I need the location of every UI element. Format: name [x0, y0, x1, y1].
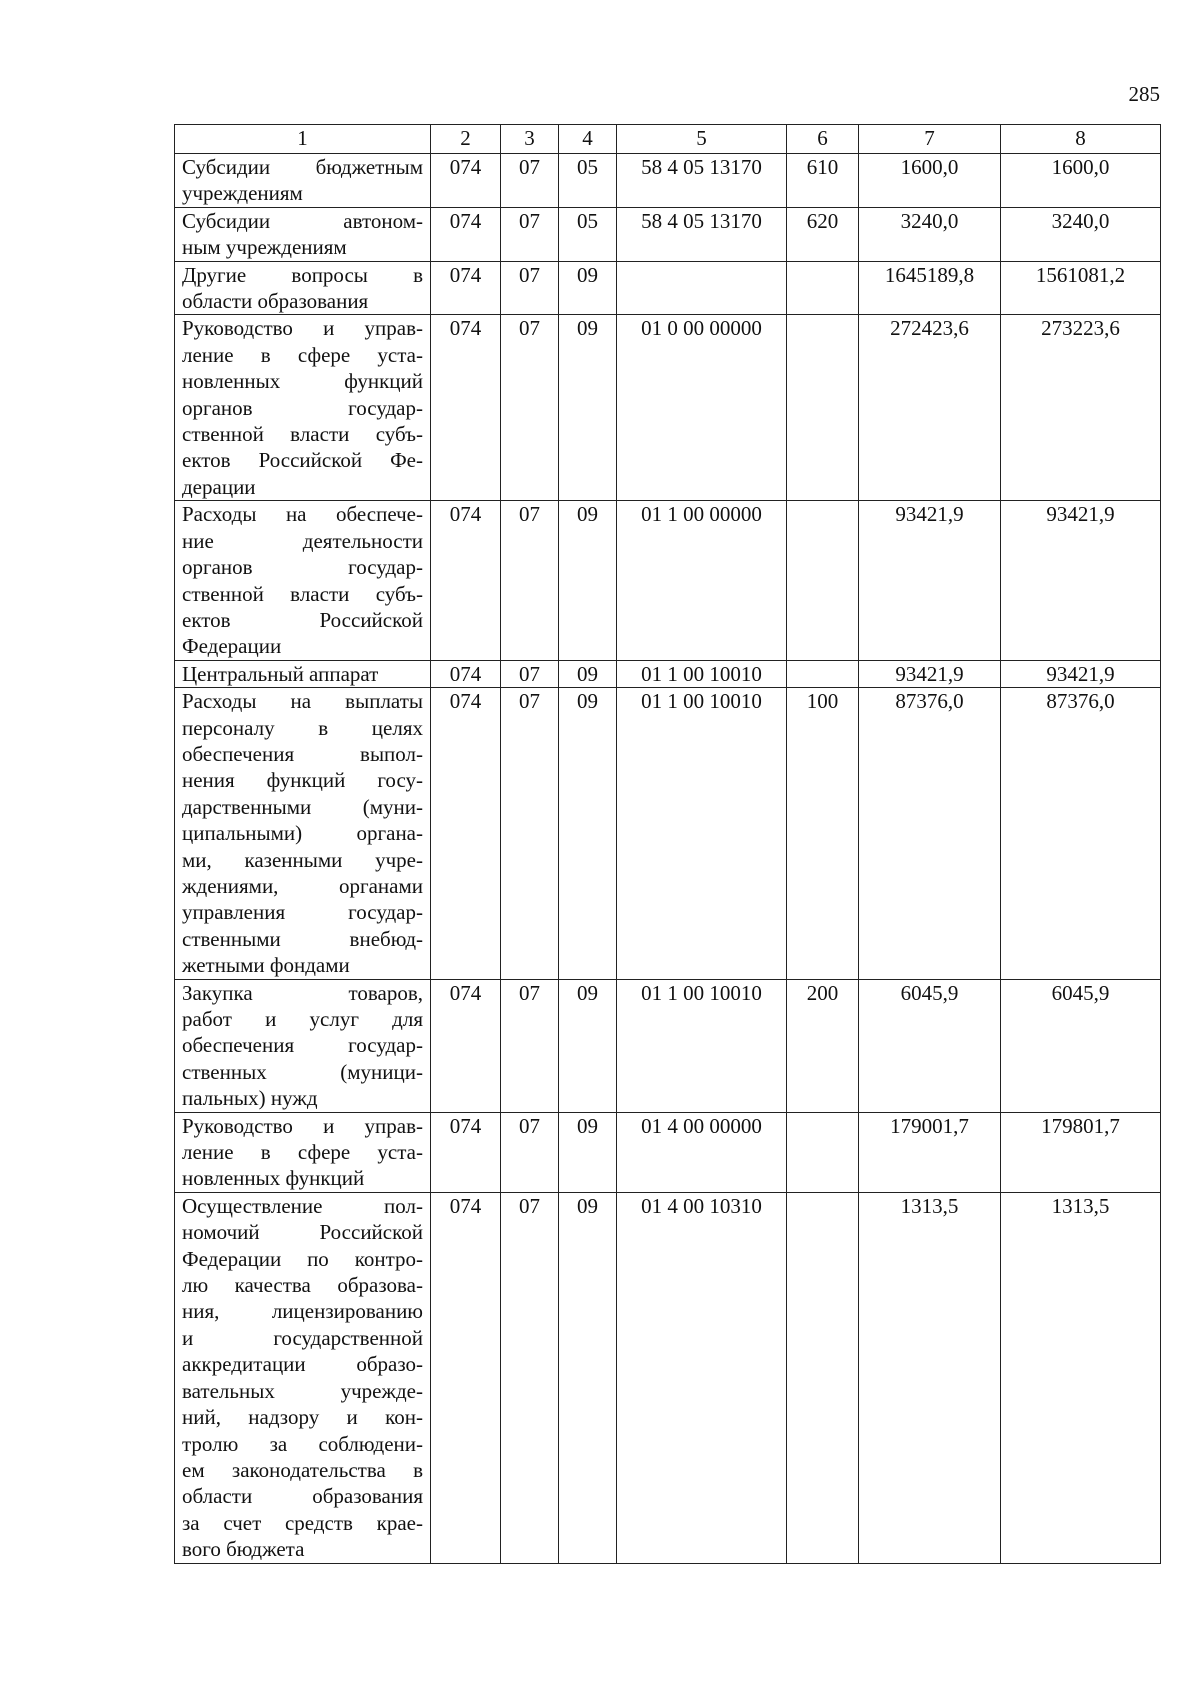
header-row	[175, 125, 1161, 154]
table-row	[175, 501, 1161, 660]
section-cell: 07	[501, 660, 559, 687]
subsection-cell: 09	[559, 315, 617, 501]
row-name-line: лю качества образова-	[182, 1273, 423, 1298]
row-name-line: области образования	[182, 289, 369, 314]
amount-year2-cell: 273223,6	[1001, 315, 1161, 501]
section-cell: 07	[501, 261, 559, 315]
row-name-line: обеспечения выпол-	[182, 741, 423, 766]
row-name-line: новленных функций	[182, 369, 423, 394]
amount-year1-cell: 93421,9	[859, 501, 1001, 660]
row-name-line: за счет средств крае-	[182, 1510, 423, 1535]
admin-code-cell: 074	[431, 154, 501, 208]
row-name-line: номочий Российской	[182, 1220, 423, 1245]
row-name-line: и государственной	[182, 1325, 423, 1350]
table-row	[175, 261, 1161, 315]
section-cell: 07	[501, 688, 559, 979]
subsection-cell: 05	[559, 154, 617, 208]
row-name-line: области образования	[182, 1484, 423, 1509]
row-name-line: органов государ-	[182, 395, 423, 420]
header-cell: 2	[431, 125, 501, 154]
subsection-cell: 05	[559, 207, 617, 261]
expense-type-cell	[787, 315, 859, 501]
target-article-cell: 01 4 00 00000	[617, 1112, 787, 1192]
row-name-line: Федерации	[182, 634, 282, 659]
table-row	[175, 1112, 1161, 1192]
header-cell: 3	[501, 125, 559, 154]
target-article-cell: 58 4 05 13170	[617, 207, 787, 261]
row-name-line: пальных) нужд	[182, 1086, 318, 1111]
row-name-line: Расходы на обеспече-	[182, 502, 423, 527]
amount-year2-cell: 1561081,2	[1001, 261, 1161, 315]
row-name-line: вого бюджета	[182, 1537, 305, 1562]
row-name-line: новленных функций	[182, 1166, 365, 1191]
section-cell: 07	[501, 501, 559, 660]
section-cell: 07	[501, 979, 559, 1112]
amount-year2-cell: 93421,9	[1001, 660, 1161, 687]
expense-type-cell: 610	[787, 154, 859, 208]
section-cell: 07	[501, 207, 559, 261]
header-cell: 4	[559, 125, 617, 154]
row-name-cell	[175, 501, 431, 660]
header-cell: 6	[787, 125, 859, 154]
row-name-line: нения функций госу-	[182, 768, 423, 793]
expense-type-cell	[787, 1112, 859, 1192]
row-name-line: учреждениям	[182, 181, 303, 206]
expense-type-cell	[787, 501, 859, 660]
row-name-line: Федерации по контро-	[182, 1246, 423, 1271]
row-name-cell	[175, 315, 431, 501]
table-row	[175, 979, 1161, 1112]
admin-code-cell: 074	[431, 207, 501, 261]
target-article-cell: 01 4 00 10310	[617, 1192, 787, 1563]
row-name-line: жетными фондами	[182, 953, 350, 978]
row-name-cell	[175, 979, 431, 1112]
row-name-line: Субсидии автоном-	[182, 208, 423, 233]
row-name-cell	[175, 1112, 431, 1192]
page-number: 285	[1128, 82, 1160, 106]
amount-year2-cell: 87376,0	[1001, 688, 1161, 979]
row-name-line: управления государ-	[182, 900, 423, 925]
target-article-cell: 01 0 00 00000	[617, 315, 787, 501]
amount-year1-cell: 1313,5	[859, 1192, 1001, 1563]
row-name-line: ми, казенными учре-	[182, 847, 423, 872]
header-cell: 8	[1001, 125, 1161, 154]
row-name-line: дарственными (муни-	[182, 794, 423, 819]
expense-type-cell: 620	[787, 207, 859, 261]
expense-type-cell	[787, 660, 859, 687]
header-cell: 5	[617, 125, 787, 154]
target-article-cell: 01 1 00 10010	[617, 660, 787, 687]
admin-code-cell: 074	[431, 688, 501, 979]
subsection-cell: 09	[559, 1112, 617, 1192]
expense-type-cell: 100	[787, 688, 859, 979]
row-name-line: ний, надзору и кон-	[182, 1405, 423, 1430]
amount-year2-cell: 3240,0	[1001, 207, 1161, 261]
row-name-line: Закупка товаров,	[182, 980, 423, 1005]
amount-year2-cell: 6045,9	[1001, 979, 1161, 1112]
amount-year1-cell: 3240,0	[859, 207, 1001, 261]
row-name-line: Центральный аппарат	[182, 661, 379, 686]
amount-year1-cell: 1645189,8	[859, 261, 1001, 315]
subsection-cell: 09	[559, 660, 617, 687]
row-name-line: Руководство и управ-	[182, 1113, 423, 1138]
row-name-line: органов государ-	[182, 555, 423, 580]
target-article-cell: 01 1 00 00000	[617, 501, 787, 660]
row-name-line: обеспечения государ-	[182, 1033, 423, 1058]
row-name-line: ление в сфере уста-	[182, 1140, 423, 1165]
amount-year1-cell: 87376,0	[859, 688, 1001, 979]
budget-table	[174, 124, 1161, 1564]
row-name-line: ственных (муници-	[182, 1059, 423, 1084]
row-name-cell	[175, 688, 431, 979]
row-name-line: персоналу в целях	[182, 715, 423, 740]
row-name-line: ектов Российской	[182, 607, 423, 632]
amount-year1-cell: 272423,6	[859, 315, 1001, 501]
section-cell: 07	[501, 1192, 559, 1563]
row-name-cell	[175, 1192, 431, 1563]
row-name-line: ем законодательства в	[182, 1457, 423, 1482]
amount-year1-cell: 93421,9	[859, 660, 1001, 687]
amount-year2-cell: 1600,0	[1001, 154, 1161, 208]
row-name-cell	[175, 660, 431, 687]
expense-type-cell	[787, 1192, 859, 1563]
subsection-cell: 09	[559, 261, 617, 315]
table-body	[175, 154, 1161, 1564]
subsection-cell: 09	[559, 979, 617, 1112]
table-row	[175, 660, 1161, 687]
subsection-cell: 09	[559, 688, 617, 979]
admin-code-cell: 074	[431, 261, 501, 315]
admin-code-cell: 074	[431, 660, 501, 687]
section-cell: 07	[501, 315, 559, 501]
expense-type-cell: 200	[787, 979, 859, 1112]
row-name-cell	[175, 154, 431, 208]
section-cell: 07	[501, 154, 559, 208]
header-cell: 1	[175, 125, 431, 154]
row-name-line: работ и услуг для	[182, 1007, 423, 1031]
amount-year2-cell: 1313,5	[1001, 1192, 1161, 1563]
row-name-line: ждениями, органами	[182, 873, 423, 898]
target-article-cell: 01 1 00 10010	[617, 979, 787, 1112]
subsection-cell: 09	[559, 1192, 617, 1563]
admin-code-cell: 074	[431, 315, 501, 501]
row-name-line: ным учреждениям	[182, 235, 347, 260]
target-article-cell: 58 4 05 13170	[617, 154, 787, 208]
amount-year1-cell: 179001,7	[859, 1112, 1001, 1192]
row-name-cell	[175, 207, 431, 261]
target-article-cell: 01 1 00 10010	[617, 688, 787, 979]
target-article-cell	[617, 261, 787, 315]
table-row	[175, 315, 1161, 501]
admin-code-cell: 074	[431, 1192, 501, 1563]
table-row	[175, 688, 1161, 979]
row-name-line: аккредитации образо-	[182, 1352, 423, 1377]
amount-year1-cell: 1600,0	[859, 154, 1001, 208]
row-name-line: ственными внебюд-	[182, 926, 423, 951]
row-name-line: дерации	[182, 474, 256, 499]
row-name-line: ление в сфере уста-	[182, 342, 423, 367]
table-row	[175, 207, 1161, 261]
row-name-line: вательных учрежде-	[182, 1378, 423, 1403]
row-name-line: ственной власти субъ-	[182, 422, 423, 447]
amount-year2-cell: 93421,9	[1001, 501, 1161, 660]
row-name-line: Другие вопросы в	[182, 262, 423, 287]
amount-year1-cell: 6045,9	[859, 979, 1001, 1112]
amount-year2-cell: 179801,7	[1001, 1112, 1161, 1192]
row-name-line: ципальными) органа-	[182, 821, 423, 846]
row-name-line: Руководство и управ-	[182, 316, 423, 341]
row-name-line: ственной власти субъ-	[182, 581, 423, 606]
header-cell: 7	[859, 125, 1001, 154]
row-name-line: ния, лицензированию	[182, 1299, 423, 1324]
admin-code-cell: 074	[431, 1112, 501, 1192]
row-name-cell	[175, 261, 431, 315]
row-name-line: Расходы на выплаты	[182, 689, 423, 714]
admin-code-cell: 074	[431, 501, 501, 660]
admin-code-cell: 074	[431, 979, 501, 1112]
table-row	[175, 1192, 1161, 1563]
row-name-line: ектов Российской Фе-	[182, 448, 423, 473]
table-row	[175, 154, 1161, 208]
section-cell: 07	[501, 1112, 559, 1192]
row-name-line: Осуществление пол-	[182, 1193, 423, 1218]
expense-type-cell	[787, 261, 859, 315]
row-name-line: Субсидии бюджетным	[182, 155, 423, 179]
row-name-line: тролю за соблюдени-	[182, 1431, 423, 1456]
row-name-line: ние деятельности	[182, 528, 423, 553]
subsection-cell: 09	[559, 501, 617, 660]
